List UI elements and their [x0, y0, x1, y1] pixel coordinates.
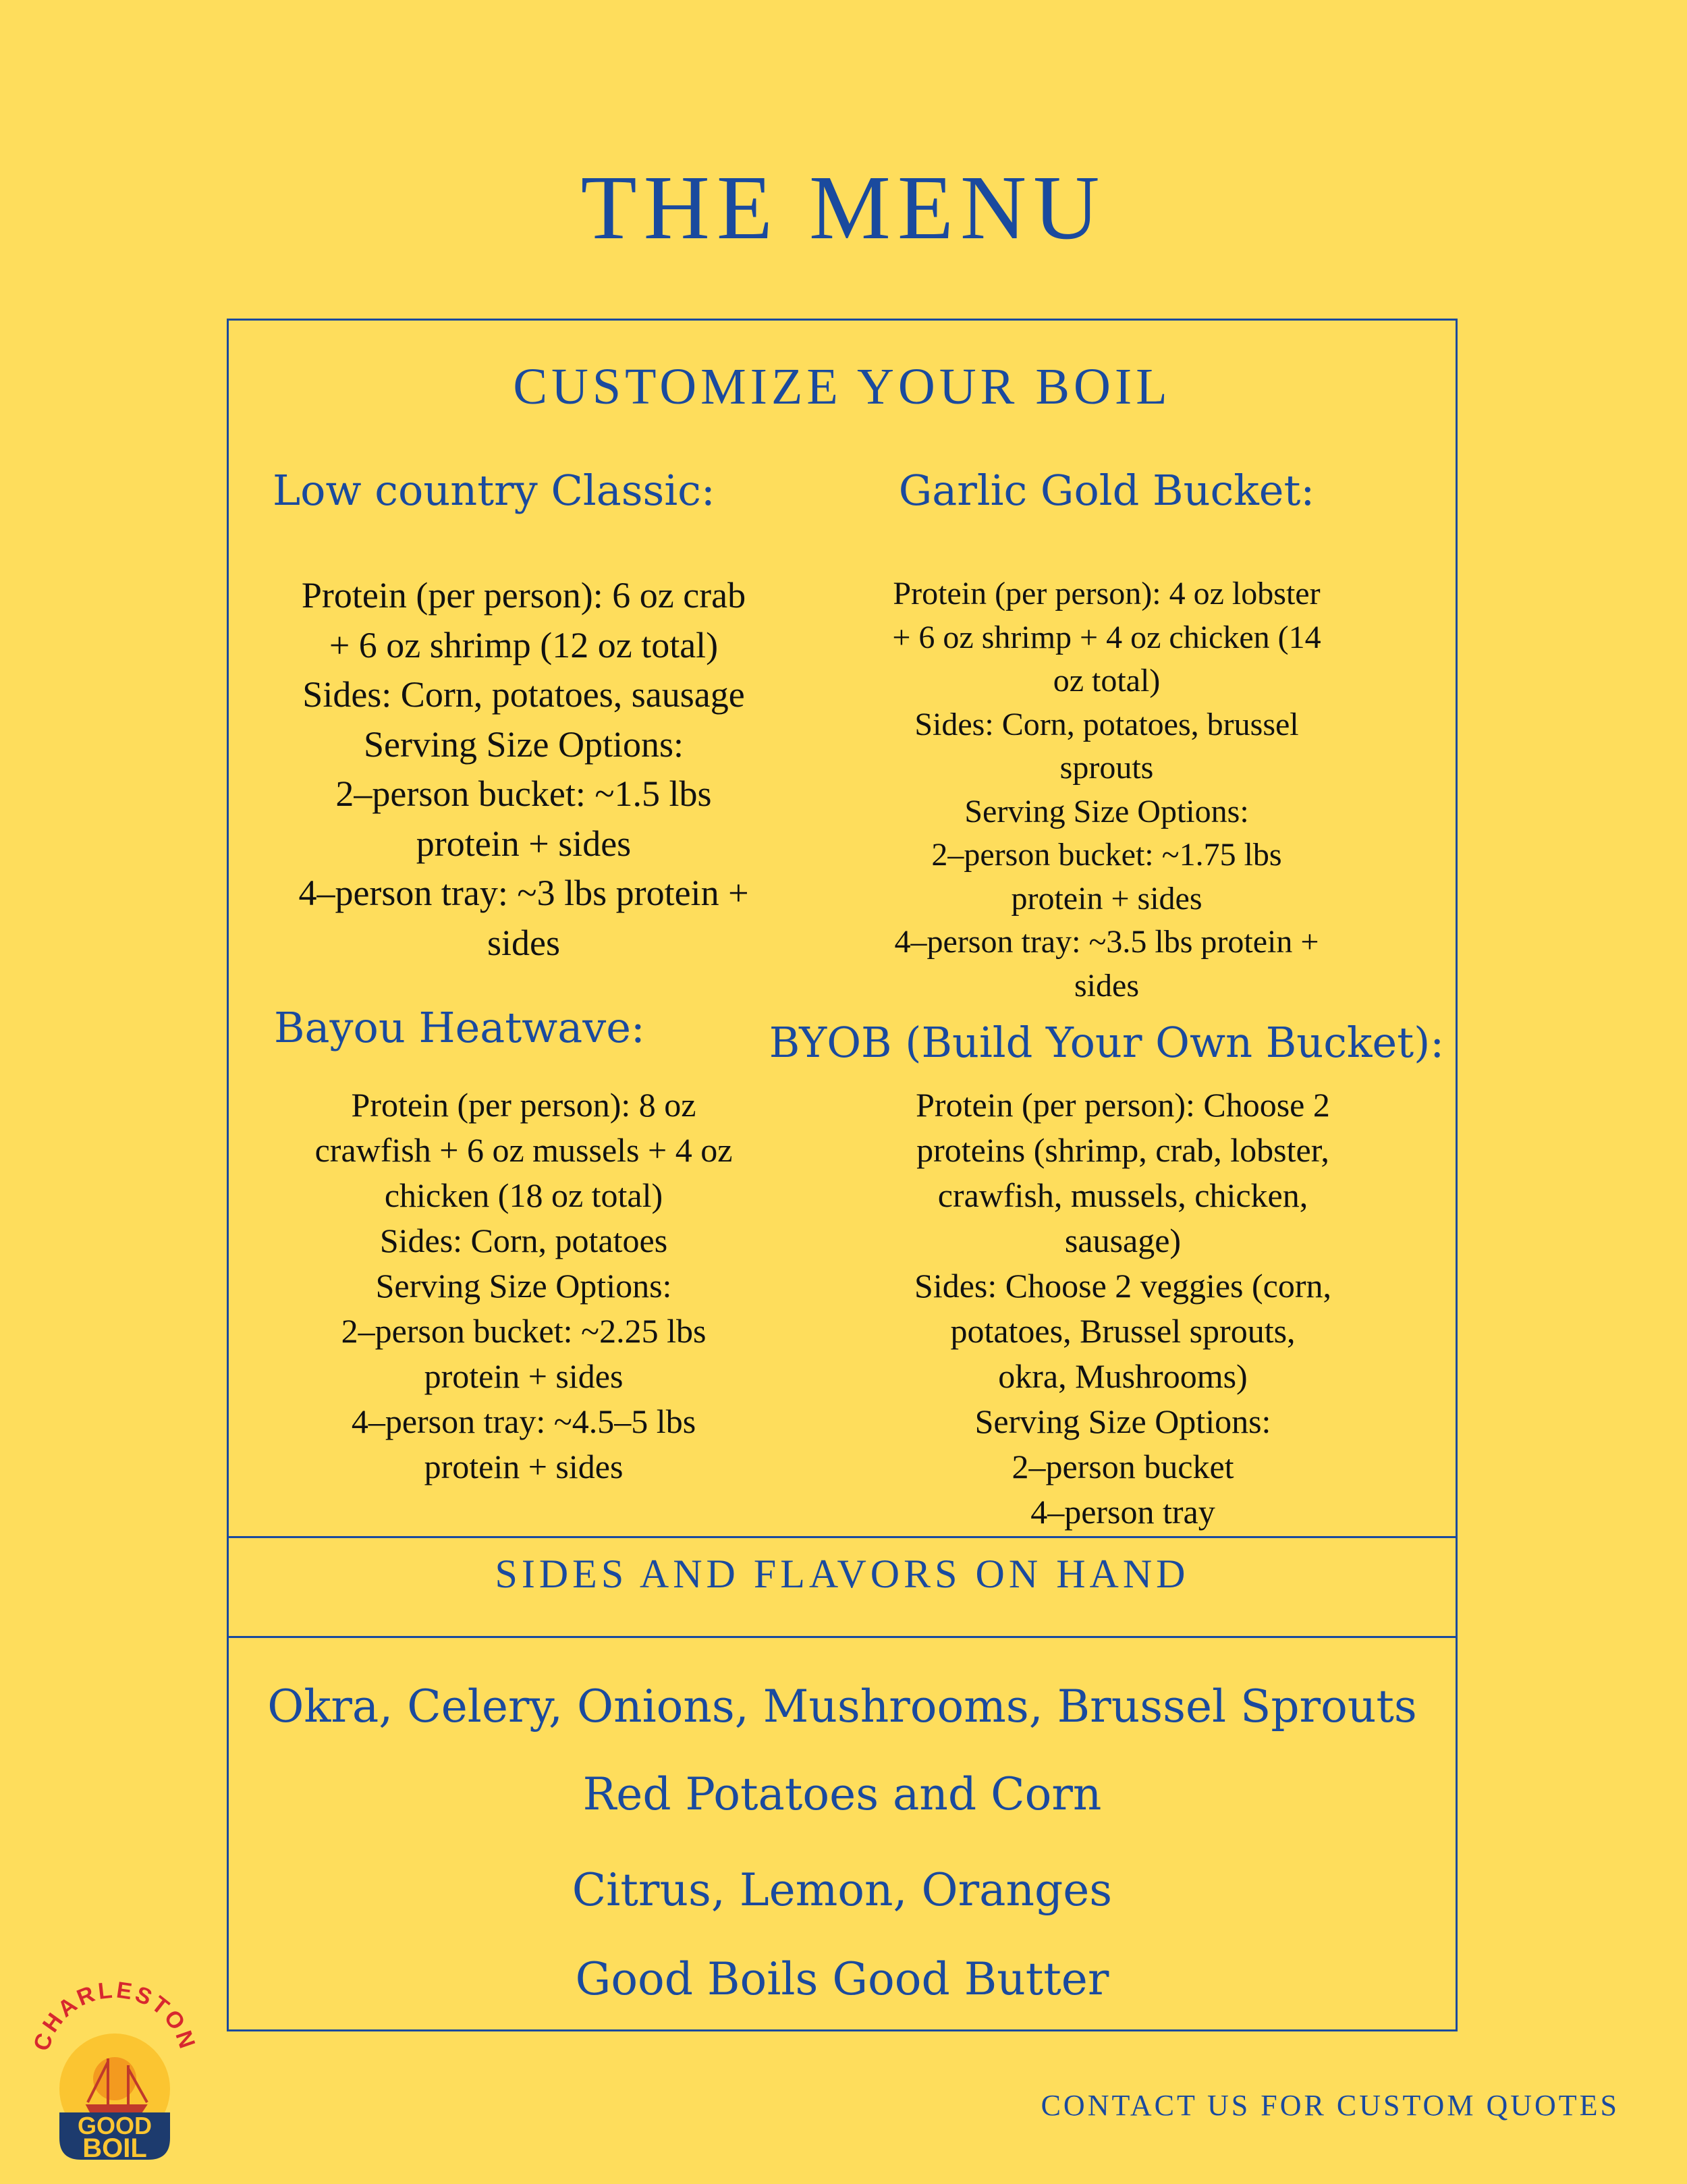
divider-top — [227, 1536, 1458, 1538]
item-line: Protein (per person): Choose 2 — [916, 1086, 1330, 1124]
item-line: protein + sides — [416, 823, 632, 864]
item-line: 4–person tray: ~4.5–5 lbs — [351, 1402, 696, 1440]
item-line: Sides: Corn, potatoes, brussel — [914, 706, 1299, 742]
item-line: Protein (per person): 6 oz crab — [301, 575, 746, 616]
item-line: potatoes, Brussel sprouts, — [950, 1312, 1296, 1350]
item-line: Serving Size Options: — [964, 793, 1249, 829]
item-line: oz total) — [1053, 663, 1161, 699]
item-line: Serving Size Options: — [364, 724, 684, 765]
item-line: chicken (18 oz total) — [384, 1176, 663, 1214]
item-line: protein + sides — [424, 1357, 624, 1395]
item-line: Protein (per person): 4 oz lobster — [893, 576, 1321, 611]
item-line: + 6 oz shrimp + 4 oz chicken (14 — [892, 619, 1321, 655]
item-line: sausage) — [1064, 1222, 1182, 1259]
item-line: 2–person bucket — [1012, 1448, 1234, 1485]
divider-bottom — [227, 1636, 1458, 1638]
item-title-bayou-heatwave: Bayou Heatwave: — [274, 1003, 645, 1052]
item-line: protein + sides — [424, 1448, 624, 1485]
item-title-garlic-gold-bucket: Garlic Gold Bucket: — [898, 466, 1315, 515]
side-line-potatoes: Red Potatoes and Corn — [582, 1768, 1102, 1820]
item-title-byob: BYOB (Build Your Own Bucket): — [769, 1018, 1445, 1067]
item-line: 4–person tray — [1030, 1493, 1215, 1531]
item-line: proteins (shrimp, crab, lobster, — [916, 1131, 1329, 1169]
item-body-low-country-classic — [254, 571, 794, 968]
sides-heading: SIDES AND FLAVORS ON HAND — [495, 1552, 1190, 1596]
item-line: 4–person tray: ~3 lbs protein + — [298, 873, 749, 913]
side-line-veggies: Okra, Celery, Onions, Mushrooms, Brussel Sprouts — [267, 1681, 1417, 1732]
item-body-bayou-heatwave — [254, 1083, 794, 1490]
contact-note: CONTACT US FOR CUSTOM QUOTES — [1041, 2089, 1620, 2122]
item-title-low-country-classic: Low country Classic: — [273, 466, 715, 515]
logo-boil-text: BOIL — [82, 2133, 147, 2163]
item-line: sides — [487, 922, 560, 963]
item-line: sprouts — [1059, 750, 1154, 786]
item-line: Sides: Corn, potatoes — [379, 1222, 668, 1259]
item-line: 2–person bucket: ~1.5 lbs — [335, 773, 712, 814]
item-line: Sides: Choose 2 veggies (corn, — [914, 1267, 1331, 1305]
charleston-good-boil-logo — [27, 1977, 202, 2166]
item-body-garlic-gold-bucket — [837, 572, 1377, 1008]
item-line: 4–person tray: ~3.5 lbs protein + — [894, 924, 1319, 960]
item-line: Sides: Corn, potatoes, sausage — [302, 674, 745, 715]
item-line: crawfish + 6 oz mussels + 4 oz — [314, 1131, 733, 1169]
side-line-butter: Good Boils Good Butter — [575, 1953, 1109, 2005]
item-line: Serving Size Options: — [974, 1402, 1271, 1440]
item-line: 2–person bucket: ~1.75 lbs — [931, 837, 1282, 873]
item-line: Protein (per person): 8 oz — [351, 1086, 696, 1124]
item-line: okra, Mushrooms) — [998, 1357, 1248, 1395]
logo-good-text: GOOD — [77, 2112, 153, 2139]
item-line: sides — [1074, 967, 1139, 1004]
item-line: 2–person bucket: ~2.25 lbs — [341, 1312, 707, 1350]
item-line: crawfish, mussels, chicken, — [937, 1176, 1308, 1214]
logo-arc-text: CHARLESTON — [28, 1977, 201, 2054]
item-line: protein + sides — [1011, 880, 1202, 917]
item-line: Serving Size Options: — [375, 1267, 672, 1305]
item-body-byob — [853, 1083, 1393, 1535]
page-title: THE MENU — [580, 157, 1107, 258]
side-line-citrus: Citrus, Lemon, Oranges — [572, 1864, 1113, 1916]
customize-heading: CUSTOMIZE YOUR BOIL — [513, 358, 1171, 415]
item-line: + 6 oz shrimp (12 oz total) — [329, 624, 719, 665]
